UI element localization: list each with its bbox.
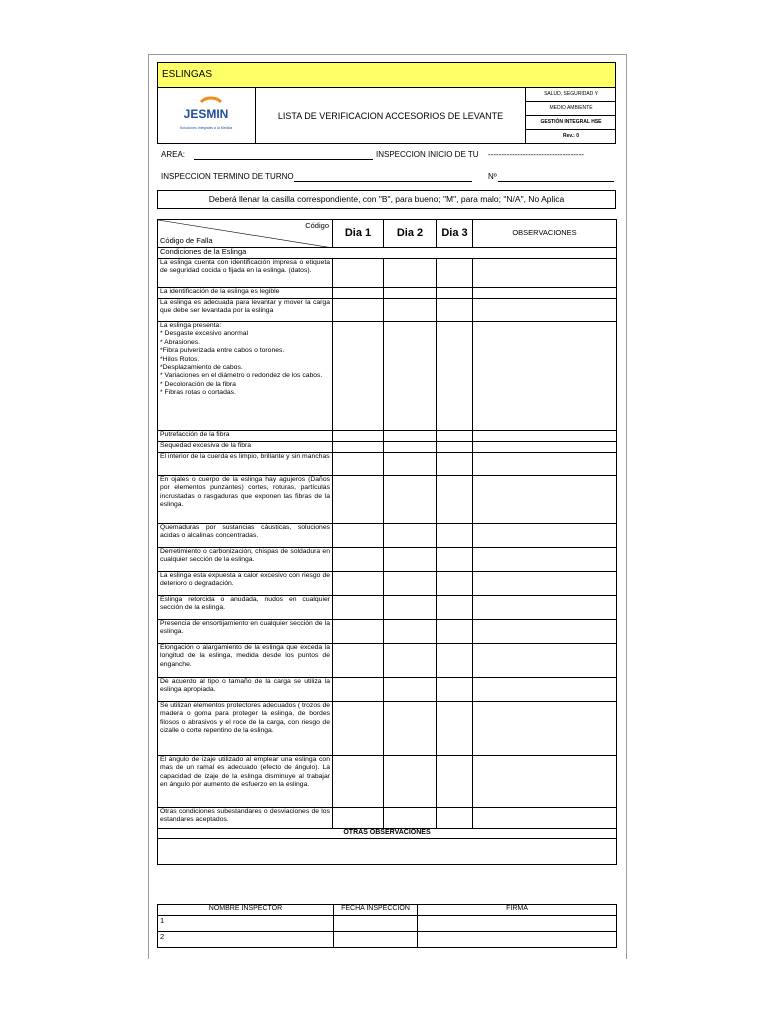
dia1-cell[interactable] [333, 808, 384, 829]
signature-row [158, 916, 617, 932]
dia3-cell[interactable] [437, 620, 473, 644]
dia2-cell[interactable] [384, 476, 437, 524]
dia3-cell[interactable] [437, 678, 473, 702]
dia2-cell[interactable] [384, 453, 437, 476]
table-row [158, 288, 617, 299]
dia1-cell[interactable] [333, 476, 384, 524]
numero-field[interactable] [498, 181, 614, 182]
table-row [158, 442, 617, 453]
table-row [158, 548, 617, 572]
form-title: LISTA DE VERIFICACION ACCESORIOS DE LEVANTE [256, 88, 526, 144]
dia2-cell[interactable] [384, 644, 437, 678]
criterion-text: Se utilizan elementos protectores adecuados ( trozos de madera o goma para proteger la eslinga, de bordes filosos o abrasivos y el roce de la carga, con riesgo de cizalle o corte repentino de la eslinga. [158, 702, 333, 756]
dia2-header: Dia 2 [384, 220, 437, 248]
table-row [158, 476, 617, 524]
dia2-cell[interactable] [384, 431, 437, 442]
criterion-text: La eslinga presenta: * Desgaste excesivo anormal * Abrasiones. *Fibra pulverizada entre cabos o torones. *Hilos Rotos. *Desplazamiento de cabos. * Variaciones en el diámetro o redondez de los cabos. * Decoloración de la fibra * Fibras rotas o cortadas. [158, 322, 333, 431]
signature-fecha-cell[interactable] [334, 916, 418, 932]
gestion-label: GESTIÓN INTEGRAL HSE [526, 116, 616, 130]
dia2-cell[interactable] [384, 322, 437, 431]
dia1-cell[interactable] [333, 259, 384, 288]
observation-cell[interactable] [473, 524, 617, 548]
criterion-text: Quemaduras por sustancias cáusticas, soluciones acidas o alcalinas concentradas. [158, 524, 333, 548]
area-field[interactable] [194, 159, 373, 160]
dia1-cell[interactable] [333, 299, 384, 322]
table-row [158, 524, 617, 548]
table-row [158, 259, 617, 288]
criterion-text: Eslinga retorcida o anudada, nudos en cualquier sección de la eslinga. [158, 596, 333, 620]
observation-cell[interactable] [473, 678, 617, 702]
dia1-cell[interactable] [333, 572, 384, 596]
otras-observaciones-header: OTRAS OBSERVACIONES [158, 829, 617, 839]
otras-observaciones-field[interactable] [158, 839, 617, 865]
criterion-text: Derretimiento o carbonización, chispas de soldadura en cualquier sección de la eslinga. [158, 548, 333, 572]
codigo-falla-label: Código de Falla [160, 235, 213, 245]
signature-firma-cell[interactable] [418, 916, 617, 932]
numero-label: Nº [488, 172, 497, 181]
dia1-cell[interactable] [333, 322, 384, 431]
observation-cell[interactable] [473, 756, 617, 808]
dia2-cell[interactable] [384, 808, 437, 829]
jesmin-logo-icon [157, 88, 256, 144]
company-logo [157, 88, 256, 144]
instructions: Deberá llenar la casilla correspondiente, con "B", para bueno; "M", para malo; "N/A", No Aplica [157, 190, 616, 209]
dia3-cell[interactable] [437, 548, 473, 572]
termino-field[interactable] [294, 181, 472, 182]
dia2-cell[interactable] [384, 442, 437, 453]
dia3-cell[interactable] [437, 702, 473, 756]
dia1-cell[interactable] [333, 596, 384, 620]
signature-fecha-cell[interactable] [334, 932, 418, 948]
table-row [158, 322, 617, 431]
table-row [158, 572, 617, 596]
signature-row-number[interactable]: 1 [158, 916, 334, 932]
dia3-header: Dia 3 [437, 220, 473, 248]
dia3-cell[interactable] [437, 476, 473, 524]
dia2-cell[interactable] [384, 548, 437, 572]
observation-cell[interactable] [473, 548, 617, 572]
dia1-cell[interactable] [333, 644, 384, 678]
table-row [158, 596, 617, 620]
dia3-cell[interactable] [437, 288, 473, 299]
table-row [158, 808, 617, 829]
nombre-inspector-header: NOMBRE INSPECTOR [158, 905, 334, 916]
table-row [158, 299, 617, 322]
table-row [158, 678, 617, 702]
dia3-cell[interactable] [437, 299, 473, 322]
dia1-cell[interactable] [333, 431, 384, 442]
hse-box [526, 88, 616, 144]
dia3-cell[interactable] [437, 572, 473, 596]
observation-cell[interactable] [473, 596, 617, 620]
dia3-cell[interactable] [437, 596, 473, 620]
dia3-cell[interactable] [437, 756, 473, 808]
signature-row [158, 932, 617, 948]
dia2-cell[interactable] [384, 572, 437, 596]
dia3-cell[interactable] [437, 322, 473, 431]
dept-line2: MEDIO AMBIENTE [526, 102, 616, 116]
dia1-cell[interactable] [333, 548, 384, 572]
dia3-cell[interactable] [437, 431, 473, 442]
revision-label: Rev.: 0 [562, 133, 580, 139]
area-label: AREA: [161, 150, 186, 159]
dia1-cell[interactable] [333, 620, 384, 644]
section-label: Condiciones de la Eslinga [158, 248, 617, 259]
criterion-text: De acuerdo al tipo o tamaño de la carga se utiliza la eslinga apropiada. [158, 678, 333, 702]
dia2-cell[interactable] [384, 524, 437, 548]
inicio-field[interactable]: ------------------------------------ [488, 150, 584, 159]
fecha-inspeccion-header: FECHA INSPECCION [334, 905, 418, 916]
observation-cell[interactable] [473, 808, 617, 829]
observation-cell[interactable] [473, 702, 617, 756]
observation-cell[interactable] [473, 572, 617, 596]
observation-cell[interactable] [473, 299, 617, 322]
observation-cell[interactable] [473, 259, 617, 288]
observation-cell[interactable] [473, 453, 617, 476]
dia3-cell[interactable] [437, 524, 473, 548]
criterion-text: Presencia de ensortijamiento en cualquier sección de la eslinga. [158, 620, 333, 644]
dia1-cell[interactable] [333, 442, 384, 453]
checklist-table [157, 219, 617, 865]
criterion-text: En ojales o cuerpo de la eslinga hay agujeros (Daños por elementos punzantes) cortes, roturas, partículas incrustadas o rasgaduras que exponen las fibras de la eslinga. [158, 476, 333, 524]
observation-cell[interactable] [473, 322, 617, 431]
dia2-cell[interactable] [384, 620, 437, 644]
dia3-cell[interactable] [437, 808, 473, 829]
dia1-cell[interactable] [333, 288, 384, 299]
dia1-cell[interactable] [333, 702, 384, 756]
category-title: ESLINGAS [157, 62, 616, 88]
firma-header: FIRMA [418, 905, 617, 916]
table-row [158, 756, 617, 808]
dia2-cell[interactable] [384, 756, 437, 808]
signature-firma-cell[interactable] [418, 932, 617, 948]
dia2-cell[interactable] [384, 259, 437, 288]
logo-text: JESMIN [183, 107, 229, 121]
observaciones-header: OBSERVACIONES [473, 220, 617, 248]
criterion-text: Elongación o alargamiento de la eslinga que exceda la longitud de la eslinga, medida desde los puntos de enganche. [158, 644, 333, 678]
dia3-cell[interactable] [437, 442, 473, 453]
observation-cell[interactable] [473, 620, 617, 644]
codigo-label: Código [305, 221, 329, 230]
criterion-text: La eslinga cuenta con identificación impresa o etiqueta de seguridad cocida o fijada en la eslinga. (datos). [158, 259, 333, 288]
logo-tagline: Soluciones Integrales a la Medida [179, 126, 233, 130]
dept-line1: SALUD, SEGURIDAD Y [526, 88, 616, 102]
table-row [158, 431, 617, 442]
signature-table [157, 904, 617, 948]
dia2-cell[interactable] [384, 288, 437, 299]
criterion-text: Otras condiciones subestandares o desviaciones de los estandares aceptados. [158, 808, 333, 829]
criterion-text: La eslinga es adecuada para levantar y mover la carga que debe ser levantada por la eslinga [158, 299, 333, 322]
dia1-cell[interactable] [333, 453, 384, 476]
table-row [158, 453, 617, 476]
criterion-text: Putrefacción de la fibra [158, 431, 333, 442]
observation-cell[interactable] [473, 431, 617, 442]
dia2-cell[interactable] [384, 596, 437, 620]
dia3-cell[interactable] [437, 644, 473, 678]
checklist-rows [158, 259, 617, 829]
dia1-cell[interactable] [333, 678, 384, 702]
criterion-text: La eslinga esta expuesta a calor excesivo con riesgo de deterioro o degradación. [158, 572, 333, 596]
criterion-text: El ángulo de izaje utilizado al emplear una eslinga con mas de un ramal es adecuado (efecto de ángulo). La capacidad de izaje de la eslinga disminuye al trabajar en ángulo por aumento de esfuerzo en la eslinga. [158, 756, 333, 808]
dia3-cell[interactable] [437, 259, 473, 288]
inicio-label: INSPECCION INICIO DE TU [376, 150, 479, 159]
table-row [158, 644, 617, 678]
dia1-cell[interactable] [333, 756, 384, 808]
criterion-text: La identificación de la eslinga es legible [158, 288, 333, 299]
signature-row-number[interactable]: 2 [158, 932, 334, 948]
dia1-cell[interactable] [333, 524, 384, 548]
dia3-cell[interactable] [437, 453, 473, 476]
termino-label: INSPECCION TERMINO DE TURNO [161, 172, 294, 181]
observation-cell[interactable] [473, 288, 617, 299]
criterion-text: Sequedad excesiva de la fibra [158, 442, 333, 453]
table-row [158, 620, 617, 644]
dia1-header: Dia 1 [333, 220, 384, 248]
table-header-row [158, 220, 617, 248]
codigo-header [158, 220, 333, 248]
dia2-cell[interactable] [384, 678, 437, 702]
table-row [158, 702, 617, 756]
observation-cell[interactable] [473, 442, 617, 453]
observation-cell[interactable] [473, 476, 617, 524]
criterion-text: El interior de la cuerda es limpio, brillante y sin manchas [158, 453, 333, 476]
dia2-cell[interactable] [384, 299, 437, 322]
dia2-cell[interactable] [384, 702, 437, 756]
observation-cell[interactable] [473, 644, 617, 678]
